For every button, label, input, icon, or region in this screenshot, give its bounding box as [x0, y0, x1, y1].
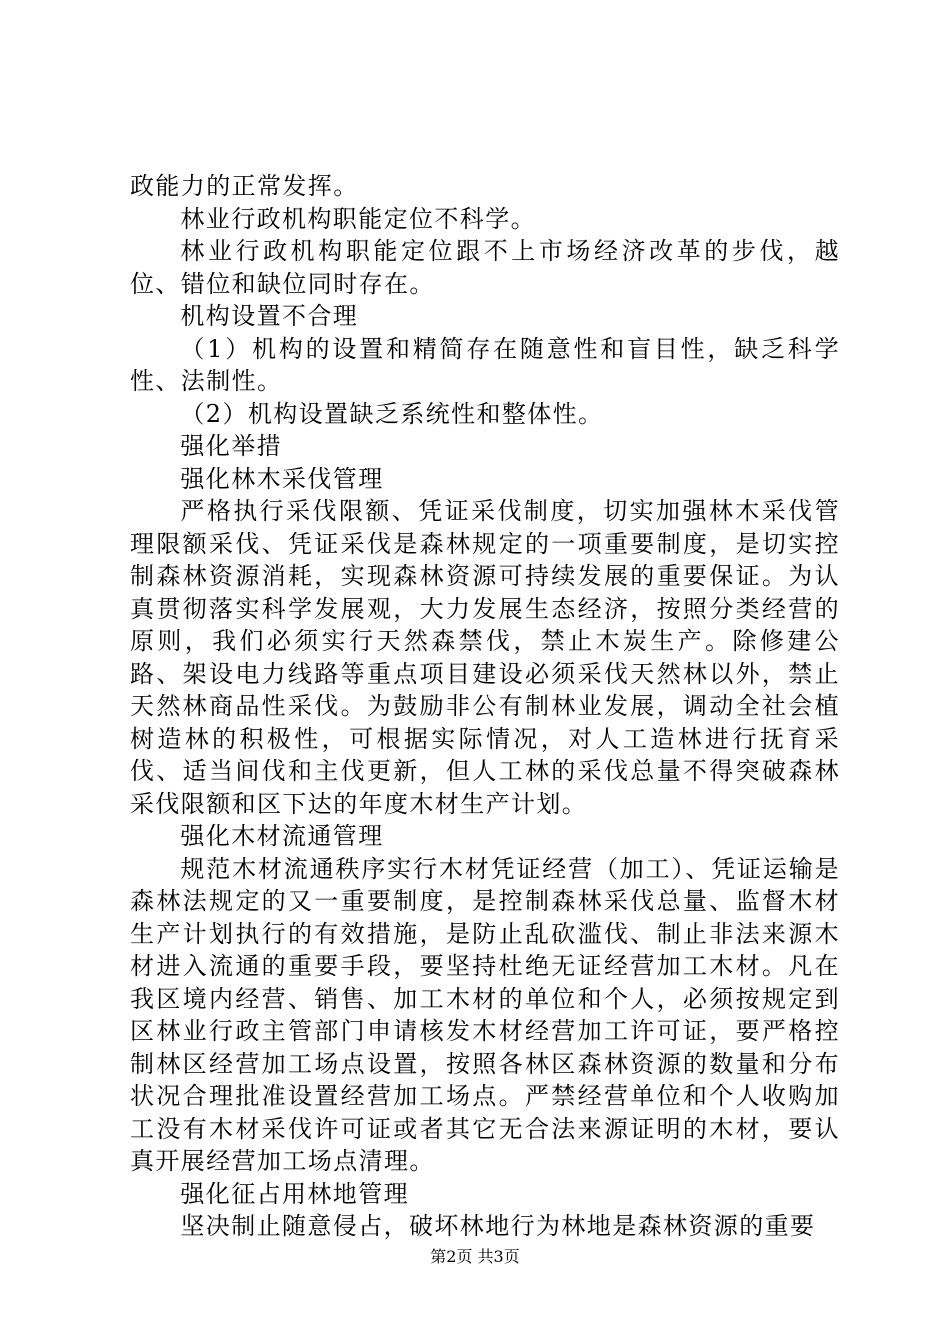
heading-timber-circulation: 强化木材流通管理	[180, 822, 384, 850]
paragraph-forest-land-management: 坚决制止随意侵占，破坏林地行为林地是森林资源的重要	[180, 1212, 816, 1240]
document-body	[130, 170, 840, 1243]
paragraph-item-1: （1）机构的设置和精简存在随意性和盲目性，缺乏科学性、法制性。	[130, 334, 840, 395]
paragraph-function-positioning: 林业行政机构职能定位跟不上市场经济改革的步伐，越位、错位和缺位同时存在。	[130, 237, 840, 298]
page-footer: 第2页 共3页	[430, 1247, 520, 1266]
heading-function-positioning: 林业行政机构职能定位不科学。	[180, 204, 536, 233]
paragraph-logging-management: 严格执行采伐限额、凭证采伐制度，切实加强林木采伐管理限额采伐、凭证采伐是森林规定的一项重要制度，是切实控制森林资源消耗，实现森林资源可持续发展的重要保证。为认真贯彻落实科学发展观，大力发展生态经济，按照分类经营的原则，我们必须实行天然森禁伐，禁止木炭生产。除修建公路、架设电力线路等重点项目建设必须采伐天然林以外，禁止天然林商品性采伐。为鼓励非公有制林业发展，调动全社会植树造林的积极性，可根据实际情况，对人工造林进行抚育采伐、适当间伐和主伐更新，但人工林的采伐总量不得突破森林采伐限额和区下达的年度木材生产计划。	[130, 497, 840, 818]
heading-institution-setup: 机构设置不合理	[180, 302, 359, 330]
paragraph-continuation: 政能力的正常发挥。	[130, 172, 359, 200]
paragraph-timber-circulation: 规范木材流通秩序实行木材凭证经营（加工）、凭证运输是森林法规定的又一重要制度，是控制森林采伐总量、监督木材生产计划执行的有效措施，是防止乱砍滥伐、制止非法来源木材进入流通的重要手段，要坚持杜绝无证经营加工木材。凡在我区境内经营、销售、加工木材的单位和个人，必须按规定到区林业行政主管部门申请核发木材经营加工许可证，要严格控制林区经营加工场点设置，按照各林区森林资源的数量和分布状况合理批准设置经营加工场点。严禁经营单位和个人收购加工没有木材采伐许可证或者其它无合法来源证明的木材，要认真开展经营加工场点清理。	[130, 854, 840, 1175]
heading-forest-land-management: 强化征占用林地管理	[180, 1179, 409, 1208]
heading-measures: 强化举措	[180, 432, 282, 460]
paragraph-item-2: （2）机构设置缺乏系统性和整体性。	[180, 399, 604, 428]
heading-logging-management: 强化林木采伐管理	[180, 464, 384, 493]
